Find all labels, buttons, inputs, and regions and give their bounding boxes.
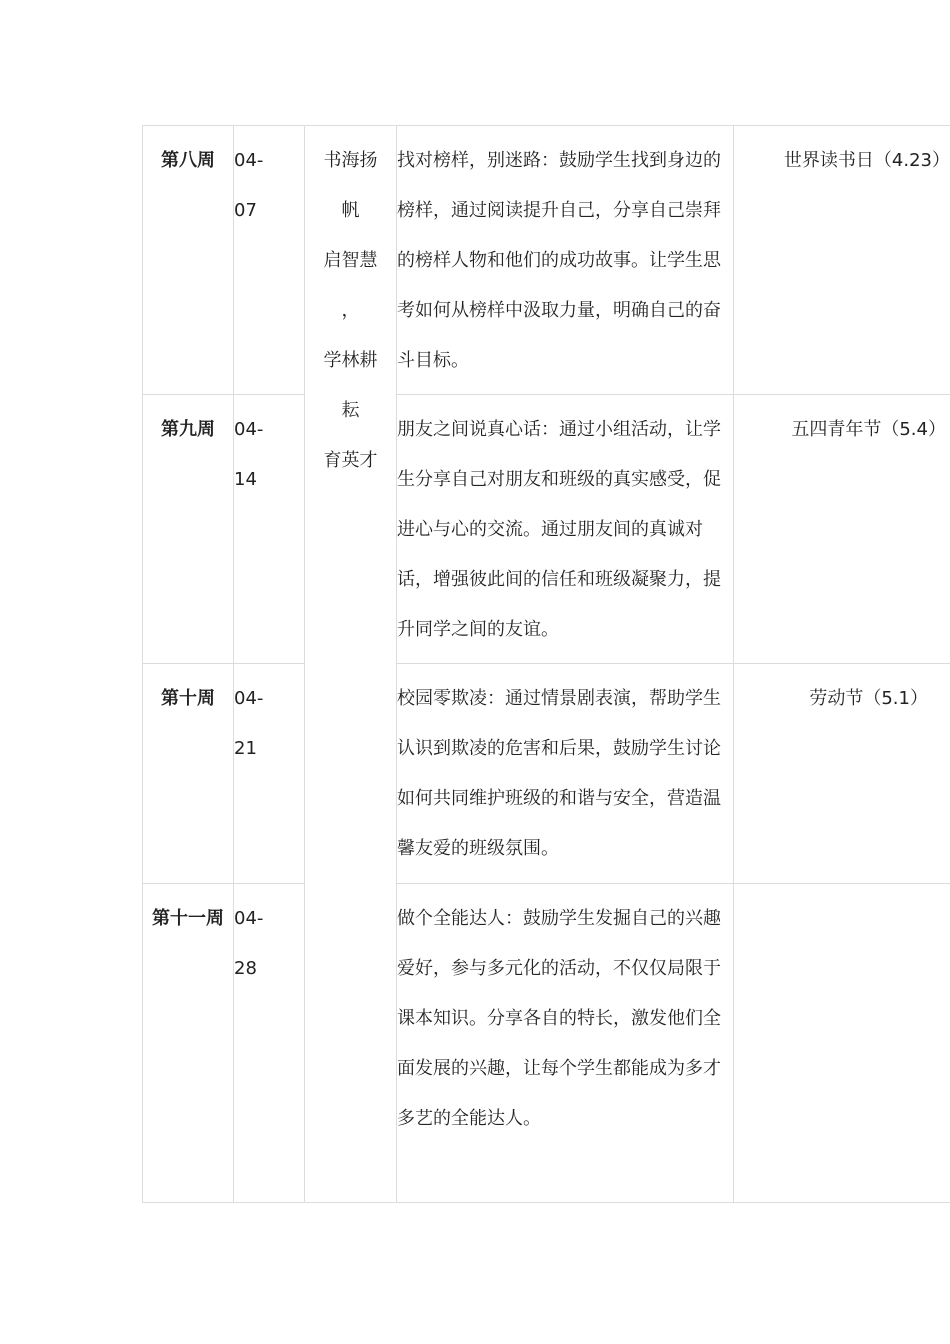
event-cell — [734, 126, 950, 395]
date-month: 04- — [234, 150, 264, 171]
theme-line: 启智慧 — [323, 250, 378, 271]
content-cell: 朋友之间说真心话：通过小组活动，让学生分享自己对朋友和班级的真实感受，促进心与心的交流。通过朋友间的真诚对话，增强彼此间的信任和班级凝聚力，提升同学之间的友谊。 — [397, 395, 734, 664]
content-cell: 做个全能达人：鼓励学生发掘自己的兴趣爱好，参与多元化的活动，不仅仅局限于课本知识。分享各自的特长，激发他们全面发展的兴趣，让每个学生都能成为多才多艺的全能达人。 — [397, 884, 734, 1203]
theme-line: 书海扬 — [323, 150, 378, 171]
event-cell — [734, 884, 950, 1203]
table-row — [143, 664, 950, 884]
week-cell: 第八周 — [143, 126, 234, 395]
theme-line: ， — [341, 300, 360, 321]
theme-line: 耘 — [341, 400, 360, 421]
date-day: 14 — [234, 469, 257, 490]
week-cell: 第九周 — [143, 395, 234, 664]
date-cell — [234, 126, 305, 395]
event-label: 世界读书日（4.23） — [783, 150, 950, 171]
weekly-schedule-table — [142, 125, 950, 1203]
week-cell: 第十周 — [143, 664, 234, 884]
theme-line: 育英才 — [323, 450, 378, 471]
event-label: 劳动节（5.1） — [809, 688, 928, 709]
date-cell — [234, 395, 305, 664]
date-day: 28 — [234, 958, 257, 979]
table-row — [143, 884, 950, 1203]
event-cell — [734, 664, 950, 884]
table-row — [143, 395, 950, 664]
theme-line: 学林耕 — [323, 350, 378, 371]
date-day: 21 — [234, 738, 257, 759]
event-label: 五四青年节（5.4） — [791, 419, 946, 440]
content-cell: 校园零欺凌：通过情景剧表演，帮助学生认识到欺凌的危害和后果，鼓励学生讨论如何共同维护班级的和谐与安全，营造温馨友爱的班级氛围。 — [397, 664, 734, 884]
date-month: 04- — [234, 908, 264, 929]
content-cell: 找对榜样，别迷路：鼓励学生找到身边的榜样，通过阅读提升自己，分享自己崇拜的榜样人物和他们的成功故事。让学生思考如何从榜样中汲取力量，明确自己的奋斗目标。 — [397, 126, 734, 395]
date-month: 04- — [234, 419, 264, 440]
table-row — [143, 126, 950, 395]
date-month: 04- — [234, 688, 264, 709]
event-cell — [734, 395, 950, 664]
date-day: 07 — [234, 200, 257, 221]
date-cell — [234, 884, 305, 1203]
date-cell — [234, 664, 305, 884]
theme-line: 帆 — [341, 200, 360, 221]
week-cell: 第十一周 — [143, 884, 234, 1203]
theme-cell — [305, 126, 397, 1203]
